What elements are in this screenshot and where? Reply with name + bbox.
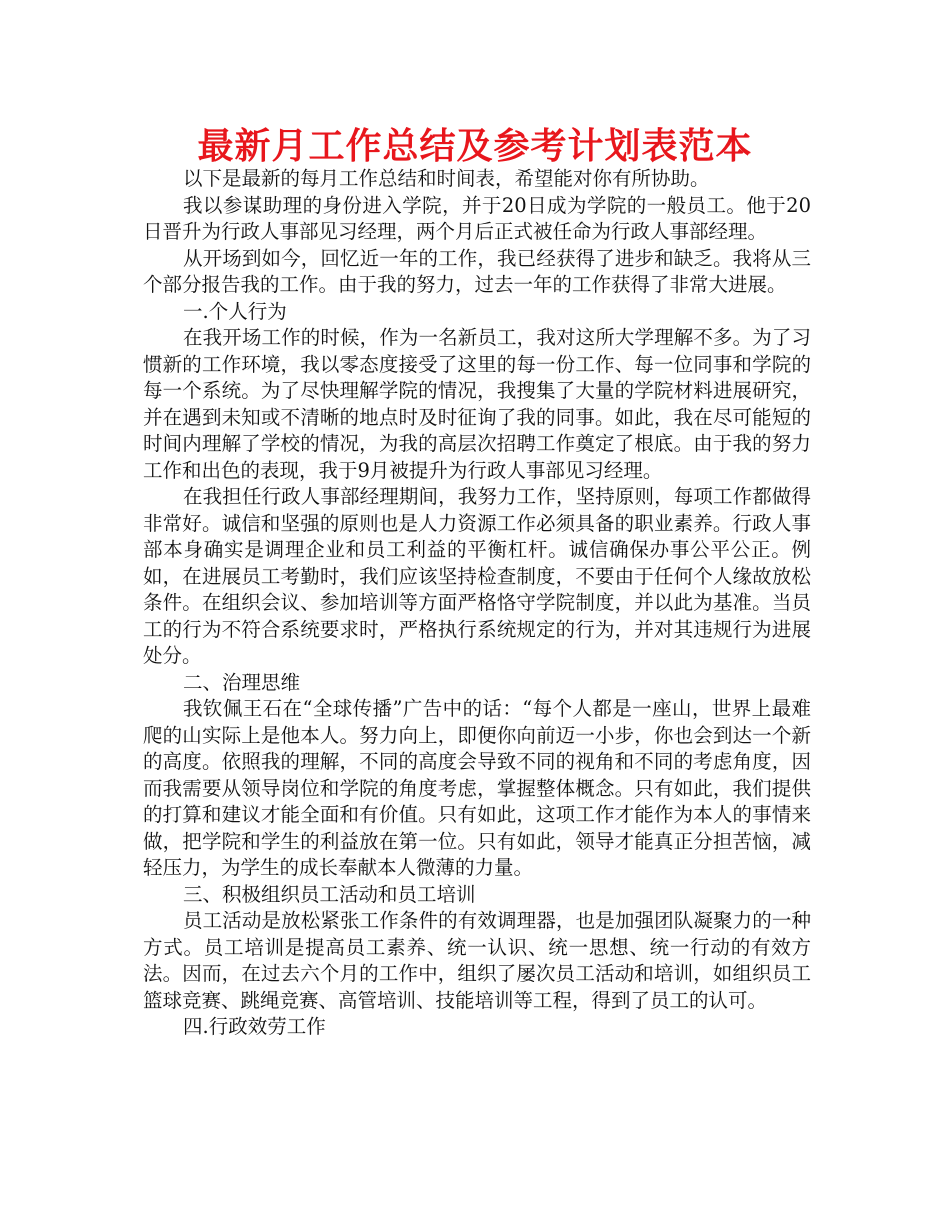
intro-paragraph: 以下是最新的每月工作总结和时间表，希望能对你有所协助。 <box>183 167 710 190</box>
body-paragraph: 我钦佩王石在“全球传播”广告中的话：“每个人都是一座山，世界上最难爬的山实际上是他本人。努力向上，即便你向前迈一小步，你也会到达一个新的高度。依照我的理解，不同的高度会导致不同的视角和不同的考虑角度，因而我需要从领导岗位和学院的角度考虑，掌握整体概念。只有如此，我们提供的打算和建议才能全面和有价值。只有如此，这项工作才能作为本人的事情来做，把学院和学生的利益放在第一位。只有如此，领导才能真正分担苦恼，减轻压力，为学生的成长奉献本人微薄的力量。 <box>143 697 811 879</box>
body-paragraph: 员工活动是放松紧张工作条件的有效调理器，也是加强团队凝聚力的一种方式。员工培训是提高员工素养、统一认识、统一思想、统一行动的有效方法。因而，在过去六个月的工作中，组织了屡次员工活动和培训，如组织员工篮球竞赛、跳绳竞赛、高管培训、技能培训等工程，得到了员工的认可。 <box>143 909 811 1012</box>
body-paragraph: 我以参谋助理的身份进入学院，并于20日成为学院的一般员工。他于20日晋升为行政人事部见习经理，两个月后正式被任命为行政人事部经理。 <box>143 193 811 243</box>
document-title: 最新月工作总结及参考计划表范本 <box>197 126 753 167</box>
document-body <box>143 166 811 1041</box>
section-heading: 三、积极组织员工活动和员工培训 <box>183 882 476 906</box>
section-heading: 四.行政效劳工作 <box>183 1015 326 1038</box>
section-heading: 一.个人行为 <box>183 299 287 323</box>
body-paragraph: 在我担任行政人事部经理期间，我努力工作，坚持原则，每项工作都做得非常好。诚信和坚强的原则也是人力资源工作必须具备的职业素养。行政人事部本身确实是调理企业和员工利益的平衡杠杆。诚信确保办事公平公正。例如，在进展员工考勤时，我们应该坚持检查制度，不要由于任何个人缘故放松条件。在组织会议、参加培训等方面严格恪守学院制度，并以此为基准。当员工的行为不符合系统要求时，严格执行系统规定的行为，并对其违规行为进展处分。 <box>143 485 811 667</box>
body-paragraph: 在我开场工作的时候，作为一名新员工，我对这所大学理解不多。为了习惯新的工作环境，我以零态度接受了这里的每一份工作、每一位同事和学院的每一个系统。为了尽快理解学院的情况，我搜集了大量的学院材料进展研究，并在遇到未知或不清晰的地点时及时征询了我的同事。如此，我在尽可能短的时间内理解了学校的情况，为我的高层次招聘工作奠定了根底。由于我的努力工作和出色的表现，我于9月被提升为行政人事部见习经理。 <box>143 326 811 482</box>
section-heading: 二、治理思维 <box>183 670 301 694</box>
body-paragraph: 从开场到如今，回忆近一年的工作，我已经获得了进步和缺乏。我将从三个部分报告我的工作。由于我的努力，过去一年的工作获得了非常大进展。 <box>143 246 811 296</box>
